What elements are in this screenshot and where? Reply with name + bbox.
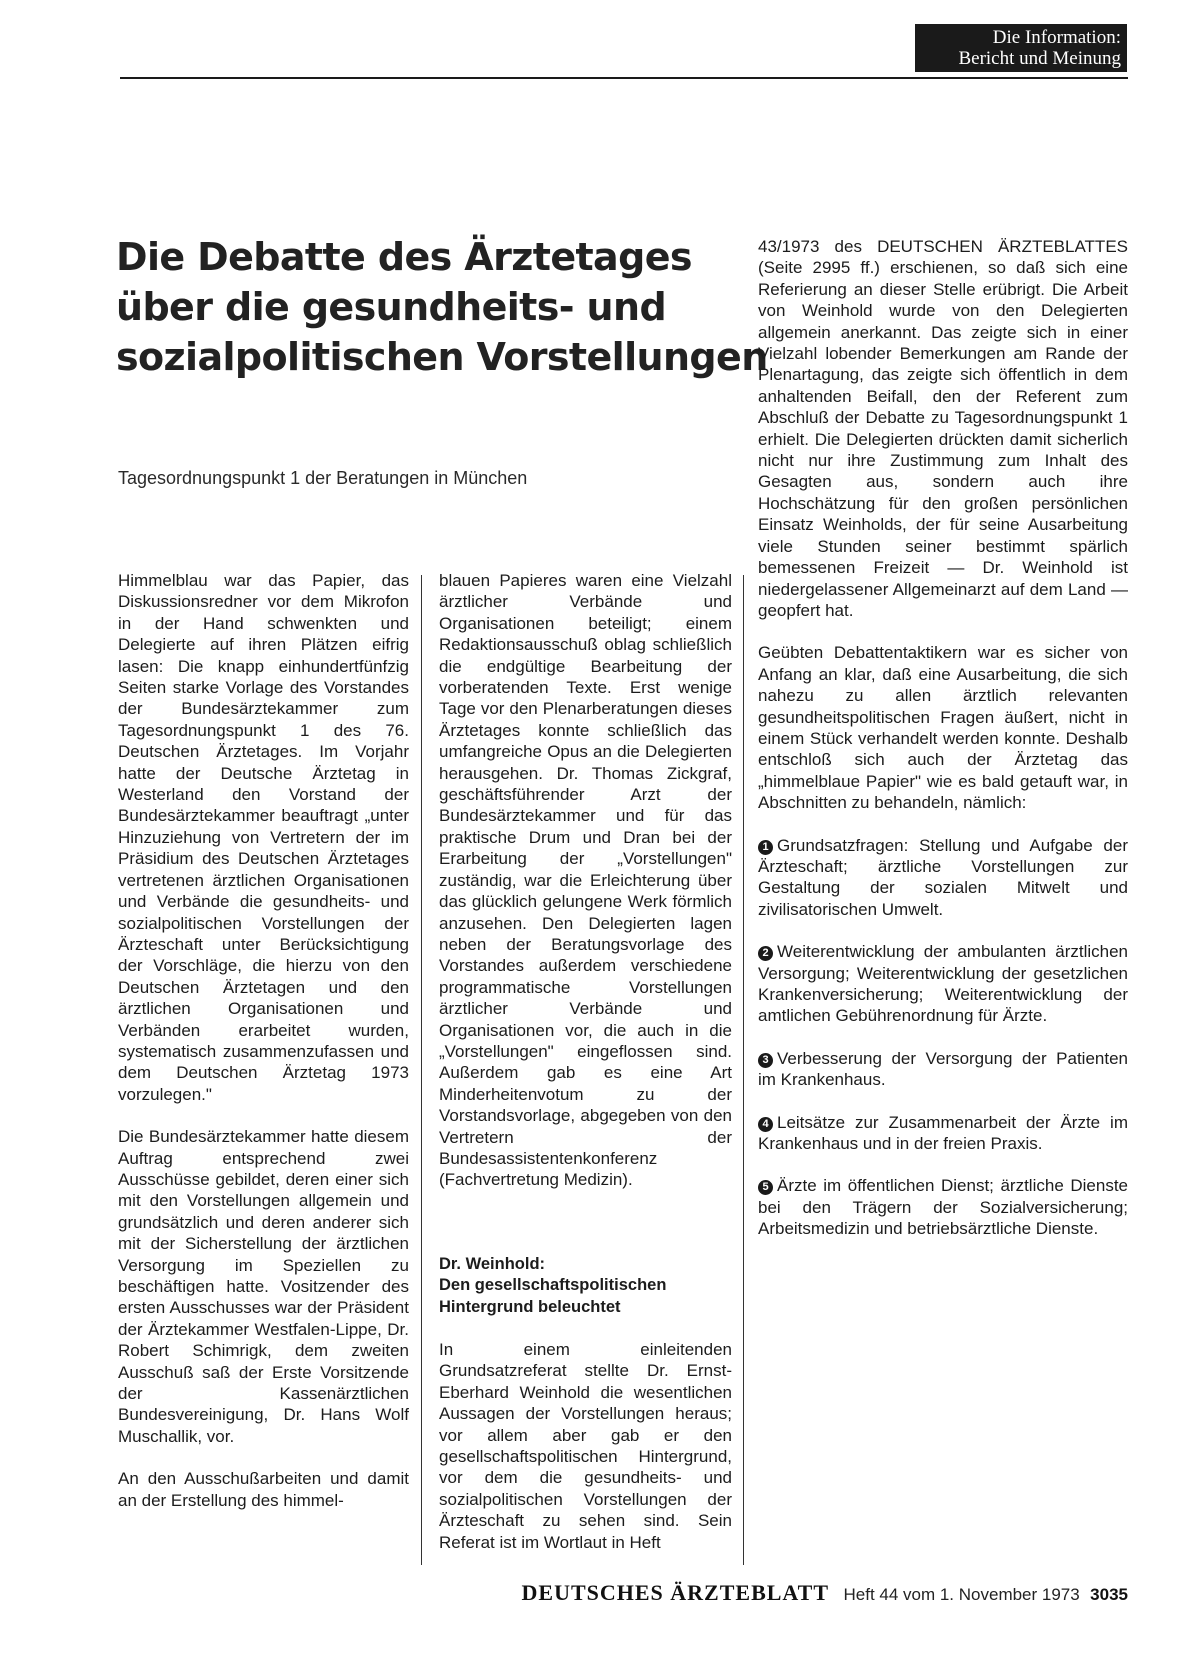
column-1 (118, 570, 409, 1532)
body-paragraph: blauen Papieres waren eine Vielzahl ärztlicher Verbände und Organisationen beteiligt; einem Redaktionsausschuß oblag schließlich die endgültige Bearbeitung der vorberatenden Texte. Erst wenige Tage vor den Plenarberatungen dieses Ärztetages konnte schließlich das umfangreiche Opus an die Delegierten herausgehen. Dr. Thomas Zickgraf, geschäftsführender Arzt der Bundesärztekammer und für das praktische Drum und Dran bei der Erarbeitung der „Vorstellungen" zuständig, war die Erleichterung über das glücklich gelungene Werk förmlich anzusehen. Den Delegierten lagen neben der Beratungsvorlage des Vorstandes außerdem verschiedene programmatische Vorstellungen ärztlicher Verbände und Organisationen vor, die auch in die „Vorstellungen" eingeflossen sind. Außerdem gab es eine Art Minderheitenvotum zu der Vorstandsvorlage, abgegeben von den Vertretern der Bundesassistentenkonferenz (Fachvertretung Medizin). (439, 571, 732, 1190)
body-paragraph: Geübten Debattentaktikern war es sicher von Anfang an klar, daß eine Ausarbeitung, die sich nahezu zu allen ärztlich relevanten gesundheitspolitischen Fragen äußert, nicht in einem Stück verhandelt werden konnte. Deshalb entschloß sich auch der Ärztetag das „himmelblaue Papier" wie es bald getauft war, in Abschnitten zu behandeln, nämlich: (758, 643, 1128, 813)
agenda-item-text: Verbesserung der Versorgung der Patienten im Krankenhaus. (758, 1048, 1128, 1090)
section-badge (915, 24, 1127, 72)
number-2-icon: 2 (758, 946, 773, 961)
agenda-item (758, 835, 1128, 921)
header-rule (120, 77, 1128, 79)
agenda-item-text: Weiterentwicklung der ambulanten ärztlichen Versorgung; Weiterentwicklung der gesetzlichen Krankenversicherung; Weiterentwicklung der amtlichen Gebührenordnung für Ärzte. (758, 942, 1128, 1026)
column-divider (743, 575, 744, 1565)
body-paragraph: An den Ausschußarbeiten und damit an der Erstellung des himmel- (118, 1469, 409, 1510)
journal-name: DEUTSCHES ÄRZTEBLATT (521, 1580, 830, 1605)
heading-line: Dr. Weinhold: (439, 1254, 546, 1273)
number-1-icon: 1 (758, 840, 773, 855)
agenda-item-text: Ärzte im öffentlichen Dienst; ärztliche Dienste bei den Trägern der Sozialversicherung; Arbeitsmedizin und betriebsärztliche Dienste. (758, 1176, 1128, 1239)
spacer (439, 1212, 732, 1254)
page-number: 3035 (1090, 1585, 1128, 1604)
section-label-line2: Bericht und Meinung (958, 48, 1121, 69)
number-4-icon: 4 (758, 1117, 773, 1132)
title-line: sozialpolitischen Vorstellungen (116, 335, 768, 379)
heading-line: Den gesellschaftspolitischen (439, 1276, 667, 1295)
page-footer (460, 1580, 1128, 1606)
section-label-line1: Die Information: (992, 27, 1121, 48)
body-paragraph: In einem einleitenden Grundsatzreferat stellte Dr. Ernst-Eberhard Weinhold die wesentlichen Aussagen der Vorstellungen heraus; vor allem aber gab er den gesellschaftspolitischen Hintergrund, vor dem die gesundheits- und sozialpolitischen Vorstellungen der Ärzteschaft zu sehen sind. Sein Referat ist im Wortlaut in Heft (439, 1340, 732, 1552)
number-5-icon: 5 (758, 1180, 773, 1195)
column-2 (439, 570, 732, 1574)
body-paragraph: Himmelblau war das Papier, das Diskussionsredner vor dem Mikrofon in der Hand schwenkten und Delegierte auf ihren Plätzen eifrig lasen: Die knapp einhundertfünfzig Seiten starke Vorlage des Vorstandes der Bundesärztekammer zum Tagesordnungspunkt 1 des 76. Deutschen Ärztetages. Im Vorjahr hatte der Deutsche Ärztetag in Westerland den Vorstand der Bundesärztekammer beauftragt „unter Hinzuziehung von Vertretern der im Präsidium des Deutschen Ärztetages vertretenen ärztlichen Organisationen und Verbände die gesundheits- und sozialpolitischen Vorstellungen der Ärzteschaft unter Berücksichtigung der Vorschläge, die hierzu von den Deutschen Ärztetagen und den ärztlichen Organisationen und Verbänden erarbeitet wurden, systematisch zusammenzufassen und dem Deutschen Ärztetag 1973 vorzulegen." (118, 571, 409, 1104)
agenda-item (758, 941, 1128, 1027)
heading-line: Hintergrund beleuchtet (439, 1297, 621, 1316)
section-heading (439, 1254, 732, 1318)
agenda-item-text: Grundsatzfragen: Stellung und Aufgabe der Ärzteschaft; ärztliche Vorstellungen zur Gestaltung der sozialen Mitwelt und zivilisatorischen Umwelt. (758, 835, 1128, 919)
title-line: über die gesundheits- und (116, 285, 667, 329)
issue-info: Heft 44 vom 1. November 1973 (843, 1585, 1080, 1604)
column-divider (421, 575, 422, 1565)
number-3-icon: 3 (758, 1053, 773, 1068)
article-title (116, 232, 796, 382)
agenda-item (758, 1175, 1128, 1239)
agenda-item (758, 1112, 1128, 1155)
article-subtitle: Tagesordnungspunkt 1 der Beratungen in München (118, 468, 528, 488)
body-paragraph: Die Bundesärztekammer hatte diesem Auftrag entsprechend zwei Ausschüsse gebildet, deren einer sich mit den Vorstellungen allgemein und grundsätzlich und deren anderer sich mit der Sicherstellung der ärztlichen Versorgung im Speziellen zu beschäftigen hatte. Vositzender des ersten Ausschusses war der Präsident der Ärztekammer Westfalen-Lippe, Dr. Robert Schimrigk, dem zweiten Ausschuß saß der Erste Vorsitzende der Kassenärztlichen Bundesvereinigung, Dr. Hans Wolf Muschallik, vor. (118, 1127, 409, 1446)
agenda-item-text: Leitsätze zur Zusammenarbeit der Ärzte im Krankenhaus und in der freien Praxis. (758, 1112, 1128, 1154)
body-paragraph: 43/1973 des DEUTSCHEN ÄRZTEBLATTES (Seite 2995 ff.) erschienen, so daß sich eine Referierung an dieser Stelle erübrigt. Die Arbeit von Weinhold wurde von den Delegierten allgemein anerkannt. Das zeigte sich in einer Vielzahl lobender Bemerkungen am Rande der Plenartagung, das zeigte sich öffentlich in dem anhaltenden Beifall, den der Referent zum Abschluß der Debatte zu Tagesordnungspunkt 1 erhielt. Die Delegierten drückten damit sicherlich nicht nur ihre Zustimmung zum Inhalt des Gesagten aus, sondern auch ihre Hochschätzung für den großen persönlichen Einsatz Weinholds, der für seine Ausarbeitung viele Stunden seiner bestimmt spärlich bemessenen Freizeit — Dr. Weinhold ist niedergelassener Allgemeinarzt auf dem Land — geopfert hat. (758, 237, 1128, 620)
agenda-item (758, 1048, 1128, 1091)
column-3 (758, 236, 1128, 1261)
title-line: Die Debatte des Ärztetages (116, 235, 692, 279)
